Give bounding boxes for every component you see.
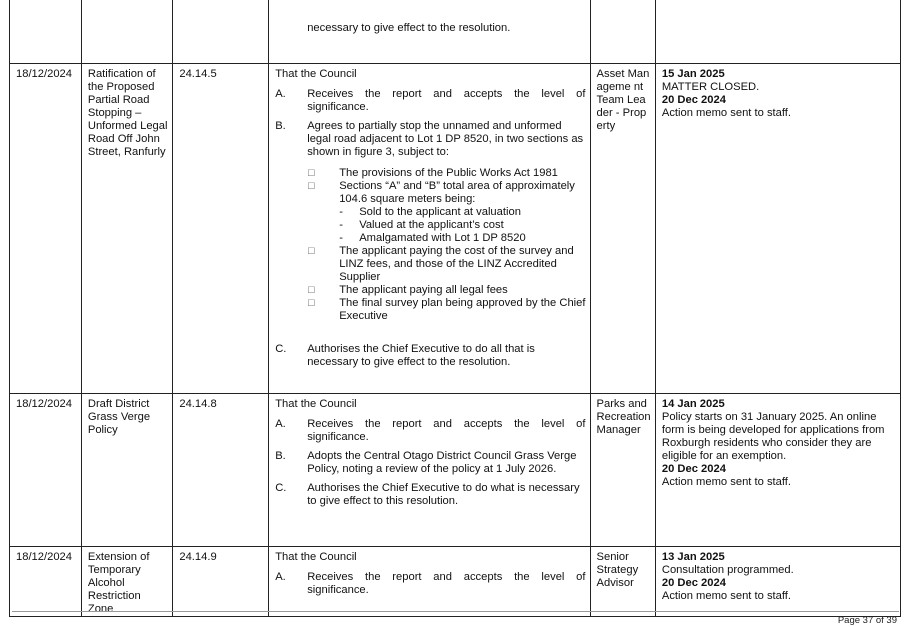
status-text: Action memo sent to staff. — [661, 107, 791, 119]
resolution-cell — [269, 547, 590, 617]
date-cell — [10, 0, 82, 64]
responsible-cell — [590, 0, 655, 64]
resolution-intro: That the Council — [275, 551, 357, 563]
resolution-para-c — [275, 343, 585, 369]
table-row — [10, 64, 901, 394]
para-text: Authorises the Chief Executive to do what is necessary to give effect to this resolution. — [307, 482, 580, 507]
para-text: Authorises the Chief Executive to do all that is necessary to give effect to the resolution. — [307, 343, 535, 368]
item-cell: Draft District Grass Verge Policy — [81, 394, 172, 547]
status-text: Consultation programmed. — [661, 564, 794, 576]
status-date: 20 Dec 2024 — [661, 463, 726, 475]
para-letter: A. — [275, 88, 286, 100]
para-letter: B. — [275, 120, 286, 132]
date-cell: 18/12/2024 — [10, 547, 82, 617]
status-text: Action memo sent to staff. — [661, 590, 791, 602]
item-cell: Ratification of the Proposed Partial Road Stopping – Unformed Legal Road Off John Street, Ranfurly — [81, 64, 172, 394]
checkbox-icon: ☐ — [307, 168, 316, 178]
dash-bullet: - — [339, 206, 343, 218]
condition-item: ☐ The final survey plan being approved by the Chief Executive — [307, 297, 586, 322]
checkbox-icon: ☐ — [307, 246, 316, 256]
checkbox-icon: ☐ — [307, 181, 316, 191]
status-date: 13 Jan 2025 — [661, 551, 725, 563]
ref-cell: 24.14.5 — [173, 64, 269, 394]
resolution-para-c — [275, 482, 585, 508]
resolution-intro: That the Council — [275, 398, 357, 410]
sub-item: - Sold to the applicant at valuation — [339, 206, 521, 218]
para-text: Receives the report and accepts the level of significance. — [307, 88, 586, 113]
page-number: Page 37 of 39 — [837, 615, 897, 626]
condition-item: ☐ Sections “A” and “B” total area of approximately 104.6 square meters being: — [307, 180, 575, 205]
dash-bullet: - — [339, 232, 343, 244]
status-cell — [655, 0, 900, 64]
para-text: Receives the report and accepts the level of significance. — [307, 418, 586, 443]
table-row — [10, 394, 901, 547]
resolution-para-a — [275, 418, 585, 444]
resolution-para-b — [275, 450, 585, 476]
resolution-cell — [269, 394, 590, 547]
item-cell: Extension of Temporary Alcohol Restriction Zone — [81, 547, 172, 617]
responsible-cell: Asset Manageme nt Team Leader - Property — [590, 64, 655, 394]
status-date: 20 Dec 2024 — [661, 577, 726, 589]
status-date: 20 Dec 2024 — [661, 94, 726, 106]
dash-bullet: - — [339, 219, 343, 231]
item-cell — [81, 0, 172, 64]
ref-cell: 24.14.8 — [173, 394, 269, 547]
para-letter: A. — [275, 571, 286, 583]
para-letter: C. — [275, 482, 287, 494]
status-text: MATTER CLOSED. — [661, 81, 760, 93]
resolutions-table — [9, 0, 901, 617]
status-text: Policy starts on 31 January 2025. An online form is being developed for applications from Roxburgh residents who consider they are eligible for an exemption. — [661, 411, 885, 462]
resolution-cell — [269, 64, 590, 394]
status-cell — [655, 64, 900, 394]
sub-item: - Amalgamated with Lot 1 DP 8520 — [339, 232, 526, 244]
para-letter: A. — [275, 418, 286, 430]
resolution-para-a — [275, 571, 585, 597]
resolution-cell — [269, 0, 590, 64]
ref-cell — [173, 0, 269, 64]
para-letter: C. — [275, 343, 287, 355]
status-date: 15 Jan 2025 — [661, 68, 725, 80]
status-cell — [655, 394, 900, 547]
resolution-para-b — [275, 120, 585, 159]
responsible-cell: Senior Strategy Advisor — [590, 547, 655, 617]
para-letter: B. — [275, 450, 286, 462]
sub-item: - Valued at the applicant’s cost — [339, 219, 504, 231]
status-text: Action memo sent to staff. — [661, 476, 791, 488]
condition-item: ☐ The applicant paying the cost of the survey and LINZ fees, and those of the LINZ Accredited Supplier — [307, 245, 574, 283]
condition-item: ☐ The applicant paying all legal fees — [307, 284, 508, 296]
resolution-continuation: necessary to give effect to the resolution. — [307, 22, 511, 34]
checkbox-icon: ☐ — [307, 285, 316, 295]
checkbox-icon: ☐ — [307, 298, 316, 308]
ref-cell: 24.14.9 — [173, 547, 269, 617]
status-cell — [655, 547, 900, 617]
para-text: Receives the report and accepts the level of significance. — [307, 571, 586, 596]
para-text: Agrees to partially stop the unnamed and unformed legal road adjacent to Lot 1 DP 8520, in two sections as shown in figure 3, subject to: — [307, 120, 584, 158]
responsible-cell: Parks and Recreation Manager — [590, 394, 655, 547]
condition-item: ☐ The provisions of the Public Works Act 1981 — [307, 167, 558, 179]
date-cell: 18/12/2024 — [10, 394, 82, 547]
table-row — [10, 547, 901, 617]
resolution-intro: That the Council — [275, 68, 357, 80]
resolution-para-a — [275, 88, 585, 114]
footer-divider — [12, 611, 899, 612]
table-row — [10, 0, 901, 64]
para-text: Adopts the Central Otago District Council Grass Verge Policy, noting a review of the policy at 1 July 2026. — [307, 450, 577, 475]
status-date: 14 Jan 2025 — [661, 398, 725, 410]
date-cell: 18/12/2024 — [10, 64, 82, 394]
